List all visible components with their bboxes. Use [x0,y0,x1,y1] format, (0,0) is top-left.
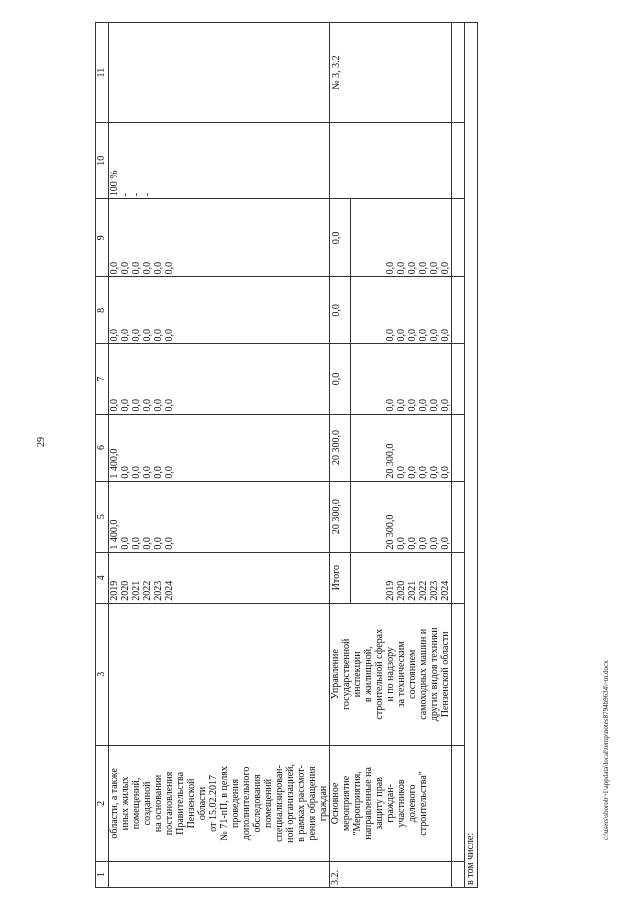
file-path: c:\users\sborob~1\appdata\local\temp\notes8794b9634\~tn.docx [602,660,610,840]
row-3-1-col10: 100 % - - - [109,123,330,199]
row-3-1-col6: 1 400,0 0,0 0,0 0,0 0,0 0,0 [109,414,330,481]
row-3-1-number [109,861,330,887]
row-3-2-total [330,23,351,888]
program-table [95,22,478,888]
row-3-2-year-list: 2019 2020 2021 2022 2023 2024 [351,552,452,603]
col-header-5: 5 [96,481,109,552]
row-3-2-col8: 0,0 0,0 0,0 0,0 0,0 0,0 [351,277,452,344]
row-3-2-total-col5: 20 300,0 [330,481,351,552]
col-header-9: 9 [96,199,109,277]
row-3-2-total-col8: 0,0 [330,277,351,344]
row-3-2-col11: № 3, 3.2 [330,23,452,123]
row-3-1-col11 [109,23,330,123]
row-3-1-col5: 1 400,0 0,0 0,0 0,0 0,0 0,0 [109,481,330,552]
col-header-7: 7 [96,344,109,414]
col-header-8: 8 [96,277,109,344]
row-3-1-col7: 0,0 0,0 0,0 0,0 0,0 0,0 [109,344,330,414]
header-row [96,23,109,888]
row-3-2-col10 [330,123,452,199]
row-3-1-years: 2019 2020 2021 2022 2023 2024 [109,552,330,603]
rotated-table-wrapper [95,22,580,888]
col-header-3: 3 [96,603,109,745]
row-3-1 [109,23,330,888]
col-header-2: 2 [96,745,109,861]
row-3-2-col9: 0,0 0,0 0,0 0,0 0,0 0,0 [351,199,452,277]
col-header-6: 6 [96,414,109,481]
page-number: 29 [36,437,47,447]
row-3-1-executor [109,603,330,745]
footer-row [465,23,478,888]
row-3-2-name: Основное мероприятие "Мероприятия, направленные на защиту прав граждан- участников долевого строительства" [330,745,452,861]
blank-row [452,23,465,888]
row-3-2-total-col9: 0,0 [330,199,351,277]
row-3-1-col9: 0,0 0,0 0,0 0,0 0,0 0,0 [109,199,330,277]
row-3-2-total-col6: 20 300,0 [330,414,351,481]
col-header-10: 10 [96,123,109,199]
row-3-1-col8: 0,0 0,0 0,0 0,0 0,0 0,0 [109,277,330,344]
footer-label: в том числе: [465,23,478,888]
row-3-2-col6: 20 300,0 0,0 0,0 0,0 0,0 0,0 [351,414,452,481]
row-3-2-number: 3.2. [330,861,452,887]
row-3-2-total-col7: 0,0 [330,344,351,414]
col-header-11: 11 [96,23,109,123]
row-3-2-col7: 0,0 0,0 0,0 0,0 0,0 0,0 [351,344,452,414]
col-header-4: 4 [96,552,109,603]
row-3-2-total-label: Итого [330,552,351,603]
col-header-1: 1 [96,861,109,887]
row-3-2-col5: 20 300,0 0,0 0,0 0,0 0,0 0,0 [351,481,452,552]
row-3-2-executor: Управление государственной инспекции в жилищной, строительной сферах и по надзору за техническим состоянием самоходных машин и других видов техники Пензенской области [330,603,452,745]
row-3-1-name: области, а также иных жилых помещений, созданной на основании постановления Правительства Пензенской области от 15.02.2017 № 71-пП, в целях проведения дополнительного обследования помещений специализирован- ной организацией, в рамках рассмот- рения обращения граждан [109,745,330,861]
